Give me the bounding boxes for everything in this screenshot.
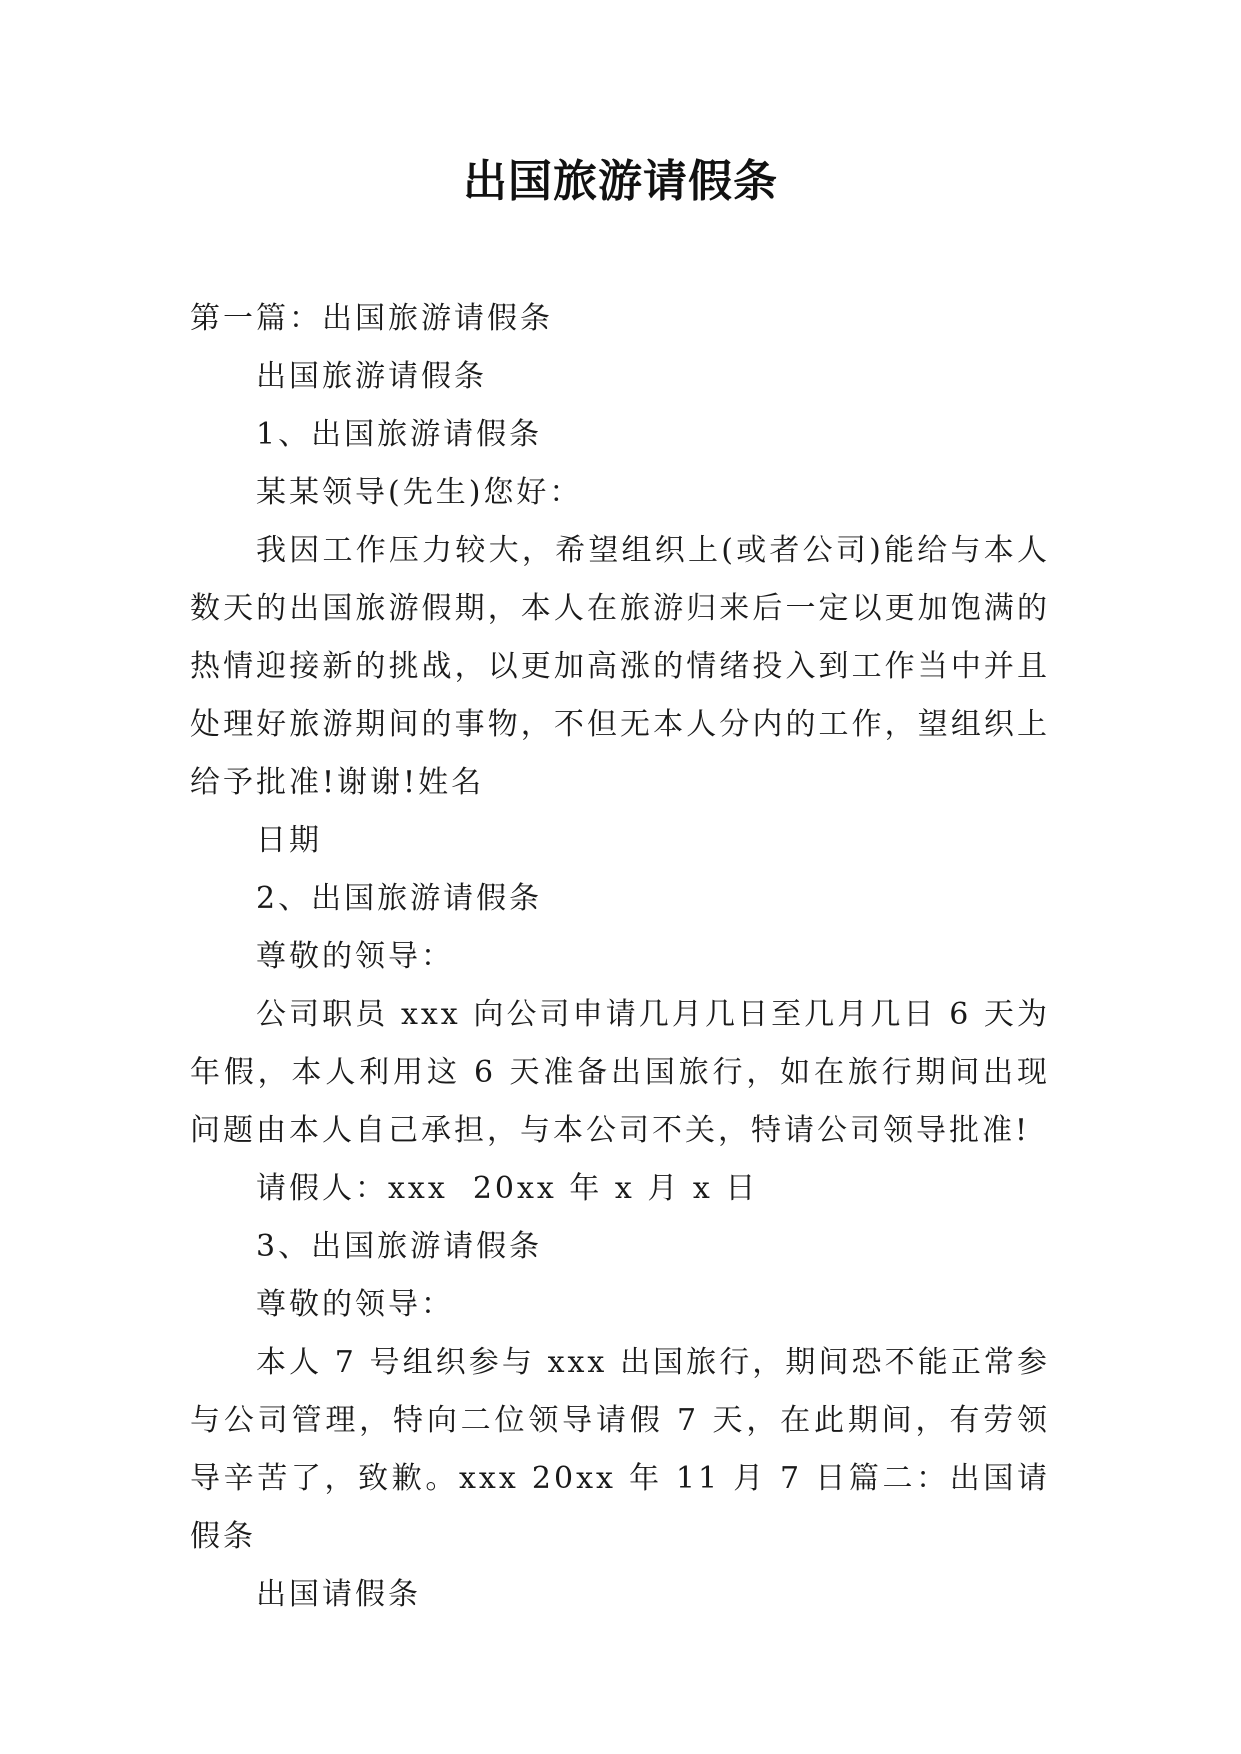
item2-body-paragraph: 公司职员 xxx 向公司申请几月几日至几月几日 6 天为年假，本人利用这 6 天准备出国旅行，如在旅行期间出现问题由本人自己承担，与本公司不关，特请公司领导批准!	[190, 997, 1050, 1148]
part2-subtitle: 出国请假条	[256, 1577, 421, 1612]
item1-body-paragraph: 我因工作压力较大，希望组织上(或者公司)能给与本人数天的出国旅游假期，本人在旅游归来后一定以更加饱满的热情迎接新的挑战，以更加高涨的情绪投入到工作当中并且处理好旅游期间的事物，不但无本人分内的工作，望组织上给予批准!谢谢!姓名	[190, 533, 1050, 800]
item1-date: 日期	[256, 823, 322, 858]
item3-body-paragraph: 本人 7 号组织参与 xxx 出国旅行，期间恐不能正常参与公司管理，特向二位领导请假 7 天，在此期间，有劳领导辛苦了，致歉。xxx 20xx 年 11 月 7 日篇二：出国请假条	[190, 1345, 1050, 1554]
item2-signature: 请假人：xxx 20xx 年 x 月 x 日	[256, 1171, 759, 1206]
item1-heading: 1、出国旅游请假条	[256, 417, 543, 452]
item2-heading: 2、出国旅游请假条	[256, 881, 543, 916]
item2-greeting: 尊敬的领导：	[256, 939, 454, 974]
subtitle: 出国旅游请假条	[256, 359, 487, 394]
part-heading: 第一篇：出国旅游请假条	[190, 301, 553, 336]
item3-greeting: 尊敬的领导：	[256, 1287, 454, 1322]
item3-heading: 3、出国旅游请假条	[256, 1229, 543, 1264]
item1-greeting: 某某领导(先生)您好：	[256, 475, 583, 510]
document-body	[190, 290, 1050, 1624]
document-title: 出国旅游请假条	[463, 156, 778, 207]
